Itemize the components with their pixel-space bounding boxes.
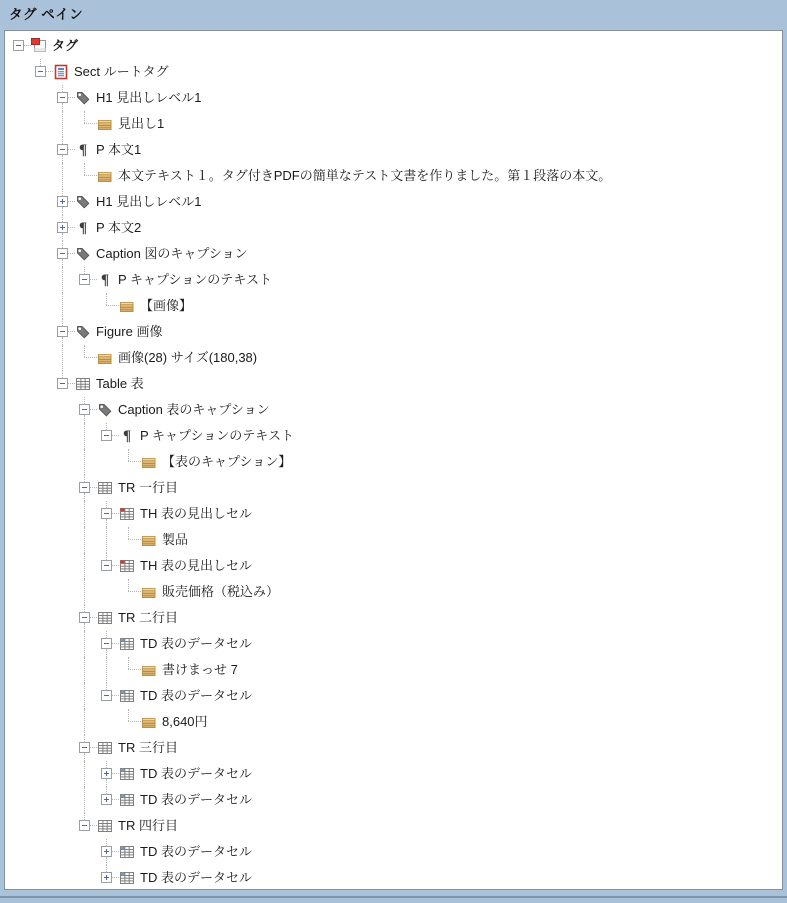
- paragraph-icon: ¶: [122, 428, 132, 444]
- collapse-toggle[interactable]: [101, 508, 112, 519]
- table-icon: [97, 610, 113, 626]
- tree-node[interactable]: [5, 111, 782, 137]
- tree-connector-line: [112, 877, 119, 878]
- expand-toggle[interactable]: [57, 196, 68, 207]
- tree-node[interactable]: [5, 423, 782, 449]
- tree-connector-line: [84, 683, 85, 709]
- tree-node[interactable]: [5, 345, 782, 371]
- tree-connector-line: [68, 227, 75, 228]
- tag-tree[interactable]: [4, 30, 783, 890]
- table-header-cell-icon: [119, 506, 135, 522]
- tree-connector-line: [112, 643, 119, 644]
- tree-connector-line: [62, 371, 63, 378]
- tree-node-label: TR 四行目: [118, 818, 178, 833]
- tree-connector-line: [62, 267, 63, 293]
- tree-node[interactable]: [5, 657, 782, 683]
- content-icon: [141, 454, 157, 470]
- collapse-toggle[interactable]: [13, 40, 24, 51]
- table-data-cell-icon: [119, 688, 135, 704]
- tree-node-label: Caption 表のキャプション: [118, 402, 270, 417]
- tree-connector-line: [62, 103, 63, 111]
- tree-connector-line: [84, 813, 85, 820]
- tree-connector-line: [84, 579, 85, 605]
- content-icon: [141, 714, 157, 730]
- tree-connector-line: [68, 383, 75, 384]
- table-data-cell-icon: [119, 636, 135, 652]
- tree-connector-line: [62, 259, 63, 267]
- tree-connector-line: [62, 207, 63, 215]
- tree-connector-line: [128, 591, 141, 592]
- tree-connector-line: [62, 337, 63, 345]
- tree-connector-line: [106, 293, 107, 305]
- tree-connector-line: [68, 253, 75, 254]
- tree-connector-line: [62, 85, 63, 92]
- tree-connector-line: [112, 773, 119, 774]
- tree-connector-line: [84, 493, 85, 501]
- content-icon: [97, 116, 113, 132]
- expand-toggle[interactable]: [101, 872, 112, 883]
- tree-node[interactable]: [5, 59, 782, 85]
- collapse-toggle[interactable]: [79, 482, 90, 493]
- tree-connector-line: [84, 605, 85, 612]
- tree-node[interactable]: [5, 683, 782, 709]
- tree-connector-line: [106, 761, 107, 768]
- tree-connector-line: [128, 669, 141, 670]
- tree-connector-line: [90, 617, 97, 618]
- tree-node[interactable]: [5, 709, 782, 735]
- collapse-toggle[interactable]: [57, 144, 68, 155]
- tree-node[interactable]: [5, 449, 782, 475]
- paragraph-icon: ¶: [78, 142, 88, 158]
- collapse-toggle[interactable]: [79, 274, 90, 285]
- tree-node-label: タグ: [52, 38, 79, 53]
- tree-node-label: P キャプションのテキスト: [118, 272, 273, 287]
- tree-connector-line: [84, 397, 85, 404]
- tree-node-label: 【表のキャプション】: [162, 454, 292, 469]
- tree-node[interactable]: [5, 553, 782, 579]
- tree-node[interactable]: [5, 293, 782, 319]
- tag-icon: [75, 90, 91, 106]
- tree-node-label: 書けまっせ 7: [162, 662, 238, 677]
- tree-node[interactable]: [5, 215, 782, 241]
- tree-connector-line: [84, 709, 85, 735]
- tree-connector-line: [84, 501, 85, 527]
- table-data-cell-icon: [119, 792, 135, 808]
- tree-connector-line: [84, 631, 85, 657]
- sect-icon: [53, 64, 69, 80]
- tree-connector-line: [106, 553, 107, 560]
- tree-node[interactable]: [5, 475, 782, 501]
- expand-toggle[interactable]: [101, 768, 112, 779]
- tree-node-label: TH 表の見出しセル: [140, 506, 252, 521]
- collapse-toggle[interactable]: [79, 612, 90, 623]
- tree-connector-line: [84, 735, 85, 742]
- tree-node-label: 【画像】: [140, 298, 193, 313]
- tree-connector-line: [106, 839, 107, 846]
- window-bottom-edge: [0, 896, 787, 898]
- tree-node[interactable]: [5, 761, 782, 787]
- tree-connector-line: [84, 623, 85, 631]
- tree-connector-line: [62, 345, 63, 371]
- tree-node-label: 8,640円: [162, 714, 208, 729]
- collapse-toggle[interactable]: [57, 248, 68, 259]
- tags-root-icon: [31, 38, 47, 54]
- tree-connector-line: [84, 475, 85, 482]
- tree-node-label: TD 表のデータセル: [140, 766, 252, 781]
- tree-connector-line: [106, 519, 107, 527]
- tree-connector-line: [106, 305, 119, 306]
- tree-connector-line: [84, 423, 85, 449]
- tree-node[interactable]: [5, 813, 782, 839]
- collapse-toggle[interactable]: [79, 404, 90, 415]
- tree-node-label: 製品: [162, 532, 189, 547]
- tree-connector-line: [106, 787, 107, 794]
- tree-connector-line: [90, 825, 97, 826]
- tree-connector-line: [128, 449, 129, 461]
- tree-node[interactable]: [5, 33, 782, 59]
- expand-toggle[interactable]: [101, 846, 112, 857]
- tree-node-label: TD 表のデータセル: [140, 870, 252, 885]
- tree-connector-line: [62, 215, 63, 222]
- tree-connector-line: [84, 357, 97, 358]
- tree-node[interactable]: [5, 865, 782, 890]
- tree-node[interactable]: [5, 371, 782, 397]
- collapse-toggle[interactable]: [57, 92, 68, 103]
- tree-connector-line: [84, 657, 85, 683]
- tag-icon: [75, 324, 91, 340]
- expand-toggle[interactable]: [101, 794, 112, 805]
- tree-connector-line: [68, 331, 75, 332]
- tree-connector-line: [62, 155, 63, 163]
- tree-node-label: TR 二行目: [118, 610, 178, 625]
- table-data-cell-icon: [119, 844, 135, 860]
- content-icon: [119, 298, 135, 314]
- tree-node[interactable]: [5, 605, 782, 631]
- tree-connector-line: [62, 189, 63, 196]
- tree-node[interactable]: [5, 579, 782, 605]
- tree-node-label: Figure 画像: [96, 324, 163, 339]
- table-data-cell-icon: [119, 766, 135, 782]
- tree-node-label: TR 三行目: [118, 740, 178, 755]
- tree-connector-line: [128, 461, 141, 462]
- tree-connector-line: [84, 175, 97, 176]
- tree-connector-line: [46, 71, 53, 72]
- tree-node[interactable]: [5, 501, 782, 527]
- tree-connector-line: [112, 513, 119, 514]
- tree-connector-line: [62, 241, 63, 248]
- tree-connector-line: [128, 721, 141, 722]
- tree-connector-line: [106, 779, 107, 787]
- tree-connector-line: [128, 539, 141, 540]
- tree-node-label: Sect ルートタグ: [74, 64, 169, 79]
- tree-connector-line: [62, 233, 63, 241]
- tree-node[interactable]: [5, 189, 782, 215]
- tree-node[interactable]: [5, 241, 782, 267]
- collapse-toggle[interactable]: [101, 690, 112, 701]
- paragraph-icon: ¶: [78, 220, 88, 236]
- collapse-toggle[interactable]: [79, 742, 90, 753]
- tree-connector-line: [84, 163, 85, 175]
- tag-icon: [75, 246, 91, 262]
- tree-connector-line: [84, 415, 85, 423]
- collapse-toggle[interactable]: [57, 326, 68, 337]
- tree-connector-line: [84, 527, 85, 553]
- tree-node[interactable]: [5, 137, 782, 163]
- tree-connector-line: [90, 409, 97, 410]
- tree-node-label: TD 表のデータセル: [140, 792, 252, 807]
- tree-node-label: P 本文1: [96, 142, 142, 157]
- tree-connector-line: [106, 631, 107, 638]
- tree-node-label: TH 表の見出しセル: [140, 558, 252, 573]
- tree-connector-line: [128, 709, 129, 721]
- tree-node-label: TD 表のデータセル: [140, 844, 252, 859]
- tree-connector-line: [112, 695, 119, 696]
- table-icon: [75, 376, 91, 392]
- tree-node-label: P 本文2: [96, 220, 142, 235]
- tree-node-label: P キャプションのテキスト: [140, 428, 295, 443]
- tree-node[interactable]: [5, 735, 782, 761]
- table-data-cell-icon: [119, 870, 135, 886]
- tree-node-label: 画像(28) サイズ(180,38): [118, 350, 258, 365]
- tree-connector-line: [106, 501, 107, 508]
- tree-connector-line: [106, 649, 107, 657]
- tree-connector-line: [90, 747, 97, 748]
- tree-connector-line: [84, 753, 85, 761]
- tree-connector-line: [84, 553, 85, 579]
- tree-connector-line: [84, 267, 85, 274]
- collapse-toggle[interactable]: [57, 378, 68, 389]
- tree-connector-line: [62, 137, 63, 144]
- paragraph-icon: ¶: [100, 272, 110, 288]
- tree-connector-line: [84, 111, 85, 123]
- tree-connector-line: [112, 799, 119, 800]
- content-icon: [97, 168, 113, 184]
- content-icon: [141, 662, 157, 678]
- tree-connector-line: [90, 279, 97, 280]
- pane-title: タグ ペイン: [9, 7, 84, 22]
- tree-node[interactable]: [5, 319, 782, 345]
- tree-connector-line: [106, 865, 107, 872]
- tree-connector-line: [106, 423, 107, 430]
- tree-node-label: H1 見出しレベル1: [96, 90, 202, 105]
- tree-node[interactable]: [5, 787, 782, 813]
- tree-connector-line: [128, 657, 129, 669]
- tree-connector-line: [62, 163, 63, 189]
- tree-connector-line: [62, 293, 63, 319]
- tree-node-label: H1 見出しレベル1: [96, 194, 202, 209]
- tree-node[interactable]: [5, 839, 782, 865]
- tree-node[interactable]: [5, 163, 782, 189]
- tree-connector-line: [84, 787, 85, 813]
- tree-connector-line: [106, 657, 107, 683]
- tree-node-label: TR 一行目: [118, 480, 178, 495]
- tree-node-label: TD 表のデータセル: [140, 636, 252, 651]
- tree-node[interactable]: [5, 85, 782, 111]
- tree-connector-line: [90, 487, 97, 488]
- tree-connector-line: [112, 851, 119, 852]
- tree-node-label: 販売価格（税込み）: [162, 584, 280, 599]
- table-icon: [97, 818, 113, 834]
- tree-connector-line: [68, 97, 75, 98]
- tree-connector-line: [106, 683, 107, 690]
- collapse-toggle[interactable]: [35, 66, 46, 77]
- tree-connector-line: [112, 435, 119, 436]
- collapse-toggle[interactable]: [79, 820, 90, 831]
- tree-connector-line: [106, 527, 107, 553]
- tree-node-label: TD 表のデータセル: [140, 688, 252, 703]
- collapse-toggle[interactable]: [101, 430, 112, 441]
- tree-connector-line: [62, 319, 63, 326]
- tag-icon: [75, 194, 91, 210]
- collapse-toggle[interactable]: [101, 638, 112, 649]
- table-icon: [97, 480, 113, 496]
- tree-connector-line: [24, 45, 31, 46]
- tree-connector-line: [84, 345, 85, 357]
- content-icon: [97, 350, 113, 366]
- tree-connector-line: [40, 59, 41, 66]
- tree-connector-line: [128, 527, 129, 539]
- tree-node-label: Caption 図のキャプション: [96, 246, 248, 261]
- expand-toggle[interactable]: [57, 222, 68, 233]
- tree-connector-line: [112, 565, 119, 566]
- tree-connector-line: [106, 857, 107, 865]
- tree-node[interactable]: [5, 527, 782, 553]
- tree-node-label: 見出し1: [118, 116, 165, 131]
- tree-node[interactable]: [5, 267, 782, 293]
- tree-connector-line: [62, 111, 63, 137]
- tree-connector-line: [84, 449, 85, 475]
- tree-connector-line: [84, 761, 85, 787]
- tree-node-label: 本文テキスト１。タグ付きPDFの簡単なテスト文書を作りました。第１段落の本文。: [118, 168, 612, 183]
- tag-icon: [97, 402, 113, 418]
- content-icon: [141, 584, 157, 600]
- content-icon: [141, 532, 157, 548]
- table-header-cell-icon: [119, 558, 135, 574]
- tree-connector-line: [84, 123, 97, 124]
- collapse-toggle[interactable]: [101, 560, 112, 571]
- tree-connector-line: [68, 201, 75, 202]
- table-icon: [97, 740, 113, 756]
- tree-node[interactable]: [5, 397, 782, 423]
- tree-node[interactable]: [5, 631, 782, 657]
- tree-connector-line: [128, 579, 129, 591]
- tree-connector-line: [68, 149, 75, 150]
- tree-node-label: Table 表: [96, 376, 144, 391]
